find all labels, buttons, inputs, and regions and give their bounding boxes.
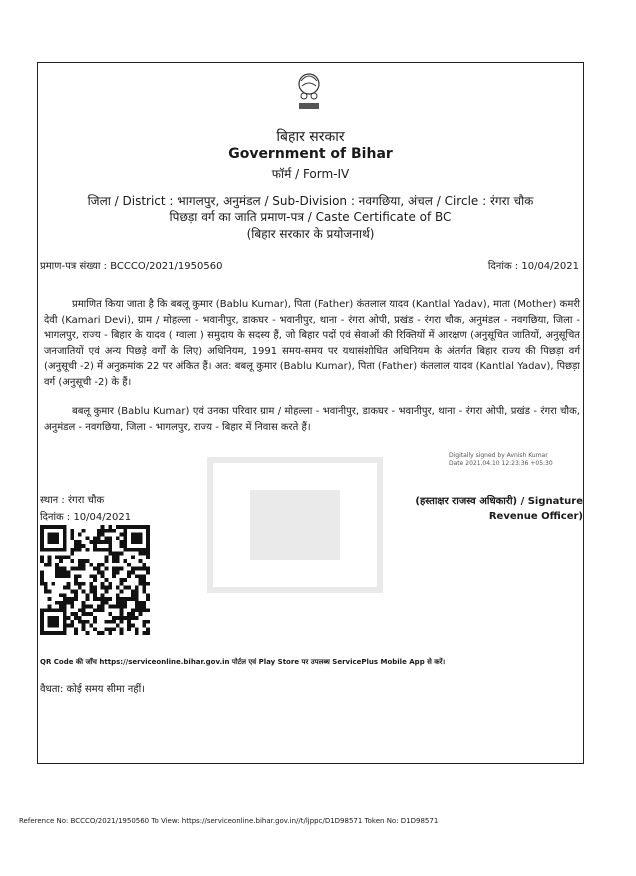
certificate-number: प्रमाण-पत्र संख्या : BCCCO/2021/1950560 bbox=[40, 261, 223, 272]
digital-signature bbox=[449, 452, 553, 468]
body-paragraph-1: प्रमाणित किया जाता है कि बबलू कुमार (Bablu Kumar), पिता (Father) कंतलाल यादव (Kantlal Yadav), माता (Mother) कमरी देवी (Kamari Devi), ग्राम / मोहल्ला - भवानीपुर, डाकघर - भवानीपुर, थाना - रंगरा ओपी, प्रखंड - रंगरा चौक, अनुमंडल - नवगछिया, जिला - भागलपुर, राज्य - बिहार के यादव ( ग्वाला ) समुदाय के सदस्य हैं, जो बिहार पदों एवं सेवाओं की रिक्तियों में आरक्षण (अनुसूचित जातियों, अनुसूचित जनजातियों एवं अन्य पिछड़े वर्गों के लिए) अधिनियम, 1991 समय-समय पर यथासंशोधित अधिनियम के अंतर्गत बिहार राज्य की पिछड़ा वर्ग (अनुसूची -2) में अनुक्रमांक 22 पर अंकित हैं। अत: बबलू कुमार (Bablu Kumar), पिता (Father) कंतलाल यादव (Kantlal Yadav), पिछड़ा वर्ग (अनुसूची -2) के हैं। bbox=[44, 299, 580, 388]
certificate-purpose: (बिहार सरकार के प्रयोजनार्थ) bbox=[246, 227, 375, 241]
form-number: फॉर्म / Form-IV bbox=[271, 167, 350, 181]
signature-line-2: Revenue Officer) bbox=[488, 511, 583, 522]
validity: वैधता: कोई समय सीमा नहीं। bbox=[40, 684, 145, 695]
issue-date: दिनांक : 10/04/2021 bbox=[487, 261, 579, 272]
digital-signature-line-1: Digitally signed by Avnish Kumar bbox=[449, 452, 548, 459]
body-paragraph-2: बबलू कुमार (Bablu Kumar) एवं उनका परिवार ग्राम / मोहल्ला - भवानीपुर, डाकघर - भवानीपुर, थाना - रंगरा ओपी, प्रखंड - रंगरा चौक, अनुमंडल - नवगछिया, जिला - भागलपुर, राज्य - बिहार में निवास करते हैं। bbox=[44, 406, 580, 433]
govt-title-english: Government of Bihar bbox=[228, 146, 393, 162]
district-line: जिला / District : भागलपुर, अनुमंडल / Sub-Division : नवगछिया, अंचल / Circle : रंगरा चौक bbox=[87, 194, 534, 208]
sign-date: दिनांक : 10/04/2021 bbox=[40, 512, 132, 523]
certificate-title: पिछड़ा वर्ग का जाति प्रमाण-पत्र / Caste Certificate of BC bbox=[169, 210, 452, 224]
signature-line-1: (हस्ताक्षर राजस्व अधिकारी) / Signature bbox=[415, 496, 583, 507]
qr-code bbox=[40, 525, 150, 635]
digital-signature-line-2: Date 2021.04.10 12:23:36 +05:30 bbox=[449, 460, 553, 467]
govt-title-hindi: बिहार सरकार bbox=[276, 129, 345, 145]
watermark bbox=[170, 450, 420, 600]
signature-block bbox=[415, 494, 583, 524]
qr-note: QR Code की जाँच https://serviceonline.bihar.gov.in पोर्टल एवं Play Store पर उपलब्ध ServicePlus Mobile App से करें। bbox=[40, 658, 446, 666]
reference-line: Reference No: BCCCO/2021/1950560 To View: https://serviceonline.bihar.gov.in//t/ljppc/D1D98571 Token No: D1D98571 bbox=[19, 817, 439, 825]
place: स्थान : रंगरा चौक bbox=[40, 495, 105, 506]
emblem-icon bbox=[292, 70, 326, 112]
